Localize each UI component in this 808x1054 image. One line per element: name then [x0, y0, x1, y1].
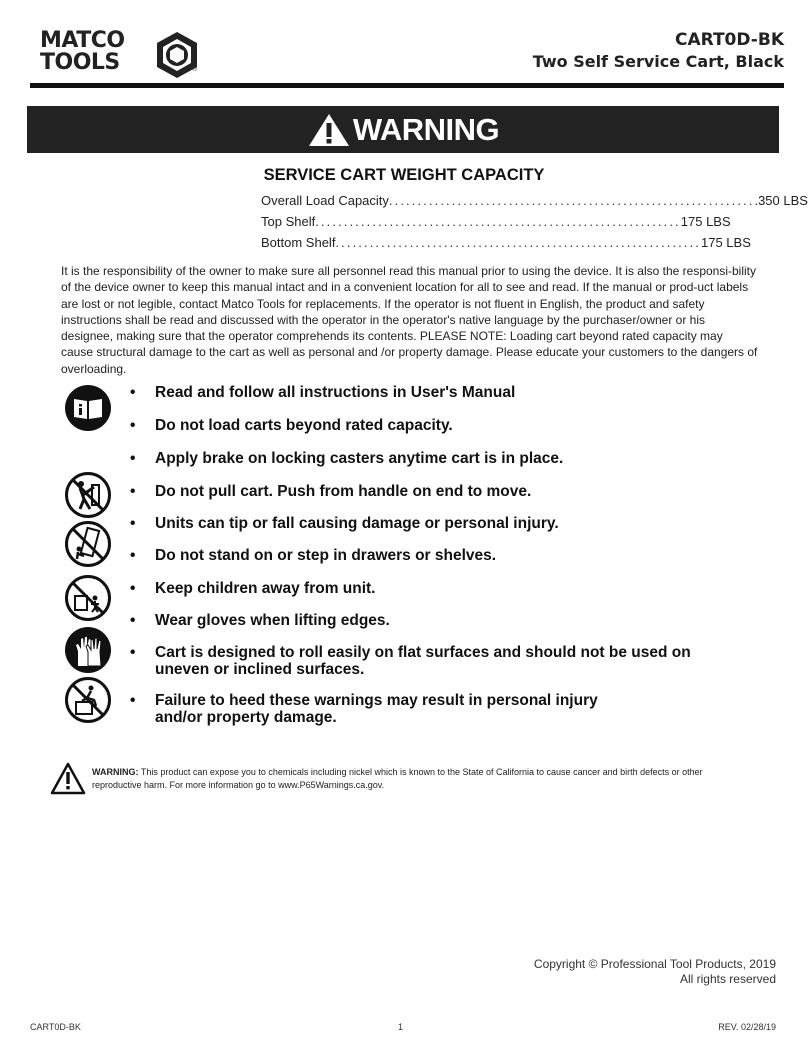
prop65-text: This product can expose you to chemicals including nickel which is known to the State of California to cause cancer and birth defects or other reproductive harm. For more information go to www.P65Warnings.ca.gov. [92, 767, 703, 790]
no-pull-cart-icon [64, 471, 112, 519]
bullet: • [130, 692, 136, 709]
capacity-label: Bottom Shelf [261, 235, 336, 250]
instruction-text: Apply brake on locking casters anytime cart is in place. [155, 450, 564, 467]
capacity-value: .350 LBS [754, 193, 808, 208]
instruction-text: Read and follow all instructions in User's Manual [155, 384, 516, 401]
rights-reserved: All rights reserved [679, 972, 776, 986]
registered-mark: ® [192, 66, 198, 73]
bullet: • [130, 547, 136, 564]
read-manual-icon [64, 384, 112, 432]
leader-dots: ................................................................ [335, 235, 701, 250]
instruction-text: Keep children away from unit. [155, 580, 376, 597]
intro-paragraph: It is the responsibility of the owner to make sure all personnel read this manual prior to using the device. It is also the responsi-bility of the device owner to keep this manual intact and in a convenient location for all to see and read. If the manual or prod-uct labels are lost or not legible, contact Matco Tools for replacements. If the operator is not fluent in English, the product and safety instructions shall be read and discussed with the operator in the operator's native language by the purchaser/owner or his designee, making sure that the operator comprehends its contents. PLEASE NOTE: Loading cart beyond rated capacity may cause structural damage to the cart as well as personal and /or property damage. Please educate your customers to the dangers of overloading. [61, 264, 758, 376]
capacity-table [261, 193, 808, 256]
bullet: • [130, 450, 136, 467]
warning-banner-label: WARNING [352, 111, 500, 147]
capacity-row [261, 235, 751, 256]
logo-line1: MATCO [40, 28, 125, 53]
model-code: CART0D-BK [675, 30, 784, 50]
bullet: • [130, 417, 136, 434]
header-divider [30, 83, 784, 88]
warning-banner [27, 106, 779, 153]
capacity-row [261, 214, 731, 235]
bullet: • [130, 515, 136, 532]
revision-date: REV. 02/28/19 [718, 1022, 776, 1032]
leader-dots: ................................................................ [388, 193, 755, 208]
logo-wordmark [40, 30, 125, 74]
prop65-warning [92, 766, 732, 791]
capacity-value: 175 LBS [701, 235, 751, 250]
copyright-block [534, 957, 776, 987]
no-children-icon [64, 574, 112, 622]
no-step-on-shelf-icon [64, 676, 112, 724]
bullet: • [130, 483, 136, 500]
bullet: • [130, 384, 136, 401]
capacity-title: SERVICE CART WEIGHT CAPACITY [263, 166, 545, 184]
instruction-text: Wear gloves when lifting edges. [155, 612, 390, 629]
tip-over-icon [64, 520, 112, 568]
capacity-label: Top Shelf [261, 214, 316, 229]
prop65-label: WARNING: [92, 767, 139, 777]
bullet: • [130, 612, 136, 629]
leader-dots: ................................................................ [315, 214, 681, 229]
prop65-warning-triangle-icon [50, 762, 86, 796]
instruction-text: Do not stand on or step in drawers or shelves. [155, 547, 497, 564]
instruction-text: Failure to heed these warnings may result in personal injury and/or property damage. [155, 692, 598, 726]
instruction-text: Cart is designed to roll easily on flat surfaces and should not be used on uneven or inclined surfaces. [155, 644, 691, 678]
capacity-value: 175 LBS [680, 214, 731, 229]
bullet: • [130, 580, 136, 597]
capacity-row [261, 193, 808, 214]
footer-model-code: CART0D-BK [30, 1022, 81, 1032]
warning-triangle-icon [307, 112, 351, 148]
instruction-text: Do not pull cart. Push from handle on end to move. [155, 483, 532, 500]
copyright-line: Copyright © Professional Tool Products, 2019 [533, 957, 776, 971]
page-number: 1 [398, 1022, 404, 1032]
matco-tools-logo [40, 30, 210, 80]
instruction-text: Units can tip or fall causing damage or personal injury. [155, 515, 559, 532]
instruction-text: Do not load carts beyond rated capacity. [155, 417, 453, 434]
bullet: • [130, 644, 136, 661]
wear-gloves-icon [64, 626, 112, 674]
capacity-label: Overall Load Capacity [261, 193, 389, 208]
logo-line2: TOOLS [40, 50, 120, 75]
product-title: Two Self Service Cart, Black [532, 52, 784, 71]
